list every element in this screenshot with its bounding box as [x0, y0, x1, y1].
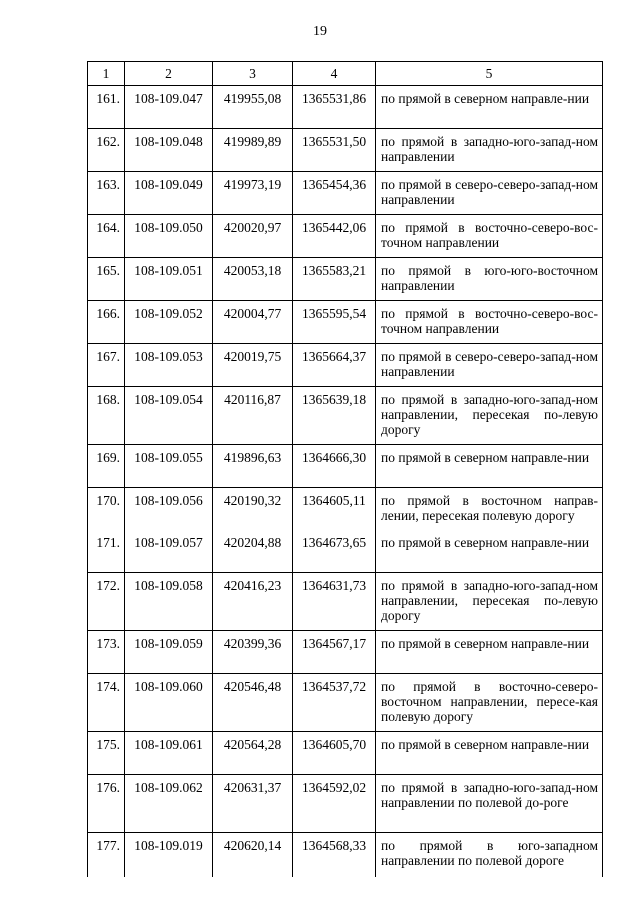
direction-description: по прямой в северном направле-нии	[376, 732, 603, 775]
table-row	[88, 833, 603, 878]
table-row	[88, 344, 603, 387]
coordinate-x: 419973,19	[213, 172, 293, 215]
table-row	[88, 732, 603, 775]
table-row	[88, 301, 603, 344]
row-number: 165.	[88, 258, 125, 301]
coordinate-y: 1364567,17	[293, 631, 376, 674]
point-code: 108-109.056	[125, 488, 213, 531]
point-code: 108-109.019	[125, 833, 213, 878]
coordinate-y: 1364537,72	[293, 674, 376, 732]
direction-description: по прямой в северном направле-нии	[376, 631, 603, 674]
table-row	[88, 530, 603, 573]
coordinate-y: 1364673,65	[293, 530, 376, 573]
direction-description: по прямой в юго-западном направлении по полевой дороге	[376, 833, 603, 878]
header-col-4: 4	[293, 62, 376, 86]
coordinate-x: 420019,75	[213, 344, 293, 387]
row-number: 164.	[88, 215, 125, 258]
boundary-coordinates-table	[87, 61, 603, 877]
table-header-row	[88, 62, 603, 86]
table-row	[88, 258, 603, 301]
table-row	[88, 215, 603, 258]
row-number: 166.	[88, 301, 125, 344]
coordinate-x: 420564,28	[213, 732, 293, 775]
coordinate-y: 1365531,86	[293, 86, 376, 129]
point-code: 108-109.054	[125, 387, 213, 445]
row-number: 167.	[88, 344, 125, 387]
table-row	[88, 573, 603, 631]
direction-description: по прямой в западно-юго-запад-ном направлении, пересекая по-левую дорогу	[376, 387, 603, 445]
table-body	[88, 86, 603, 878]
coordinate-y: 1364631,73	[293, 573, 376, 631]
coordinate-y: 1364605,11	[293, 488, 376, 531]
header-col-3: 3	[213, 62, 293, 86]
table-row	[88, 631, 603, 674]
row-number: 163.	[88, 172, 125, 215]
table-row	[88, 488, 603, 531]
coordinate-x: 420399,36	[213, 631, 293, 674]
direction-description: по прямой в юго-юго-восточном направлении	[376, 258, 603, 301]
coordinate-x: 420204,88	[213, 530, 293, 573]
coordinate-x: 420116,87	[213, 387, 293, 445]
table-row	[88, 172, 603, 215]
point-code: 108-109.047	[125, 86, 213, 129]
direction-description: по прямой в восточно-северо-вос-точном направлении	[376, 215, 603, 258]
row-number: 161.	[88, 86, 125, 129]
row-number: 176.	[88, 775, 125, 833]
point-code: 108-109.062	[125, 775, 213, 833]
coordinate-y: 1364605,70	[293, 732, 376, 775]
table-row	[88, 775, 603, 833]
coordinate-y: 1364568,33	[293, 833, 376, 878]
direction-description: по прямой в западно-юго-запад-ном направлении, пересекая по-левую дорогу	[376, 573, 603, 631]
point-code: 108-109.058	[125, 573, 213, 631]
point-code: 108-109.060	[125, 674, 213, 732]
row-number: 170.	[88, 488, 125, 531]
coordinate-y: 1365531,50	[293, 129, 376, 172]
point-code: 108-109.059	[125, 631, 213, 674]
direction-description: по прямой в северо-северо-запад-ном направлении	[376, 172, 603, 215]
coordinate-y: 1365583,21	[293, 258, 376, 301]
direction-description: по прямой в северном направле-нии	[376, 530, 603, 573]
row-number: 162.	[88, 129, 125, 172]
coordinate-x: 420004,77	[213, 301, 293, 344]
point-code: 108-109.061	[125, 732, 213, 775]
direction-description: по прямой в восточно-северо-восточном направлении, пересе-кая полевую дорогу	[376, 674, 603, 732]
direction-description: по прямой в северном направле-нии	[376, 86, 603, 129]
point-code: 108-109.052	[125, 301, 213, 344]
direction-description: по прямой в восточно-северо-вос-точном направлении	[376, 301, 603, 344]
row-number: 169.	[88, 445, 125, 488]
coordinate-y: 1365664,37	[293, 344, 376, 387]
coordinate-x: 420631,37	[213, 775, 293, 833]
coordinate-y: 1365595,54	[293, 301, 376, 344]
table-row	[88, 674, 603, 732]
coordinate-y: 1365454,36	[293, 172, 376, 215]
direction-description: по прямой в северном направле-нии	[376, 445, 603, 488]
coordinate-x: 420190,32	[213, 488, 293, 531]
table-row	[88, 86, 603, 129]
point-code: 108-109.051	[125, 258, 213, 301]
coordinate-x: 420416,23	[213, 573, 293, 631]
header-col-2: 2	[125, 62, 213, 86]
coordinate-x: 419955,08	[213, 86, 293, 129]
coordinate-x: 420020,97	[213, 215, 293, 258]
row-number: 172.	[88, 573, 125, 631]
point-code: 108-109.048	[125, 129, 213, 172]
table-row	[88, 387, 603, 445]
header-col-1: 1	[88, 62, 125, 86]
coordinate-x: 419896,63	[213, 445, 293, 488]
coordinate-x: 420620,14	[213, 833, 293, 878]
page-number: 19	[313, 24, 327, 39]
row-number: 168.	[88, 387, 125, 445]
row-number: 177.	[88, 833, 125, 878]
coordinate-x: 420546,48	[213, 674, 293, 732]
direction-description: по прямой в западно-юго-запад-ном направлении	[376, 129, 603, 172]
header-col-5: 5	[376, 62, 603, 86]
coordinate-x: 420053,18	[213, 258, 293, 301]
table-row	[88, 445, 603, 488]
point-code: 108-109.049	[125, 172, 213, 215]
direction-description: по прямой в восточном направ-лении, пересекая полевую дорогу	[376, 488, 603, 531]
point-code: 108-109.050	[125, 215, 213, 258]
direction-description: по прямой в западно-юго-запад-ном направлении по полевой до-роге	[376, 775, 603, 833]
row-number: 175.	[88, 732, 125, 775]
coordinate-y: 1365639,18	[293, 387, 376, 445]
coordinate-y: 1365442,06	[293, 215, 376, 258]
point-code: 108-109.055	[125, 445, 213, 488]
direction-description: по прямой в северо-северо-запад-ном направлении	[376, 344, 603, 387]
row-number: 171.	[88, 530, 125, 573]
coordinate-x: 419989,89	[213, 129, 293, 172]
coordinate-y: 1364592,02	[293, 775, 376, 833]
table-row	[88, 129, 603, 172]
row-number: 173.	[88, 631, 125, 674]
coordinate-y: 1364666,30	[293, 445, 376, 488]
row-number: 174.	[88, 674, 125, 732]
point-code: 108-109.053	[125, 344, 213, 387]
point-code: 108-109.057	[125, 530, 213, 573]
